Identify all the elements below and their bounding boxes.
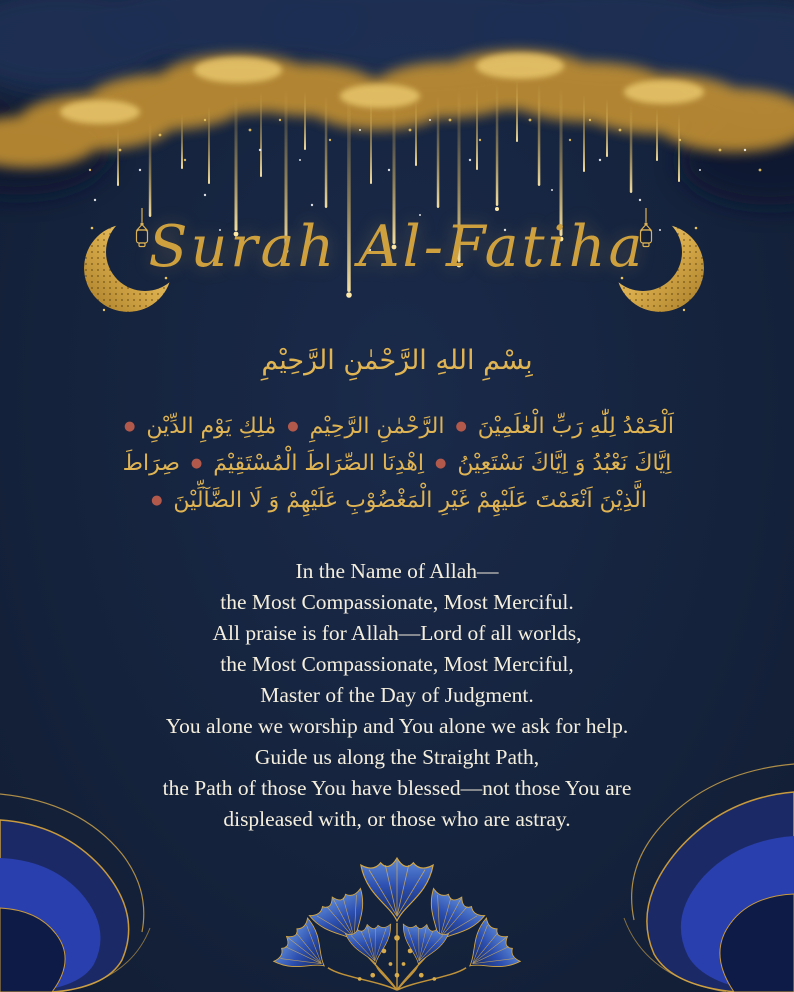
arabic-verse-line: اِيَّاكَ نَعْبُدُ وَ اِيَّاكَ نَسْتَعِيْنُ ● اِهْدِنَا الصِّرَاطَ الْمُسْتَقِيْمَ ● صِرَاطَ [122,451,672,476]
english-translation [0,556,794,835]
translation-line: Guide us along the Straight Path, [254,745,540,769]
arabic-verses [0,344,794,519]
translation-line: You alone we worship and You alone we ask for help. [165,714,629,738]
translation-line: the Path of those You have blessed—not those You are [162,776,632,800]
translation-line: All praise is for Allah—Lord of all worlds, [212,621,582,645]
translation-line: In the Name of Allah— [295,559,499,583]
translation-line: the Most Compassionate, Most Merciful, [220,652,574,676]
page-title: Surah Al-Fatiha [148,214,646,280]
arabic-verse-line: اَلْحَمْدُ لِلّٰهِ رَبِّ الْعٰلَمِيْنَ ● الرَّحْمٰنِ الرَّحِيْمِ ● مٰلِكِ يَوْمِ الدِّيْنِ ● [123,414,674,439]
bismillah-text: بِسْمِ اللهِ الرَّحْمٰنِ الرَّحِيْمِ [261,345,533,376]
translation-line: displeased with, or those who are astray. [223,807,571,831]
flower-decoration [257,852,537,992]
translation-line: the Most Compassionate, Most Merciful. [220,590,574,614]
translation-line: Master of the Day of Judgment. [260,683,534,707]
arabic-verse-line: الَّذِيْنَ اَنْعَمْتَ عَلَيْهِمْ غَيْرِ الْمَغْضُوْبِ عَلَيْهِمْ وَ لَا الضَّآلِّيْنَ ● [151,488,647,513]
